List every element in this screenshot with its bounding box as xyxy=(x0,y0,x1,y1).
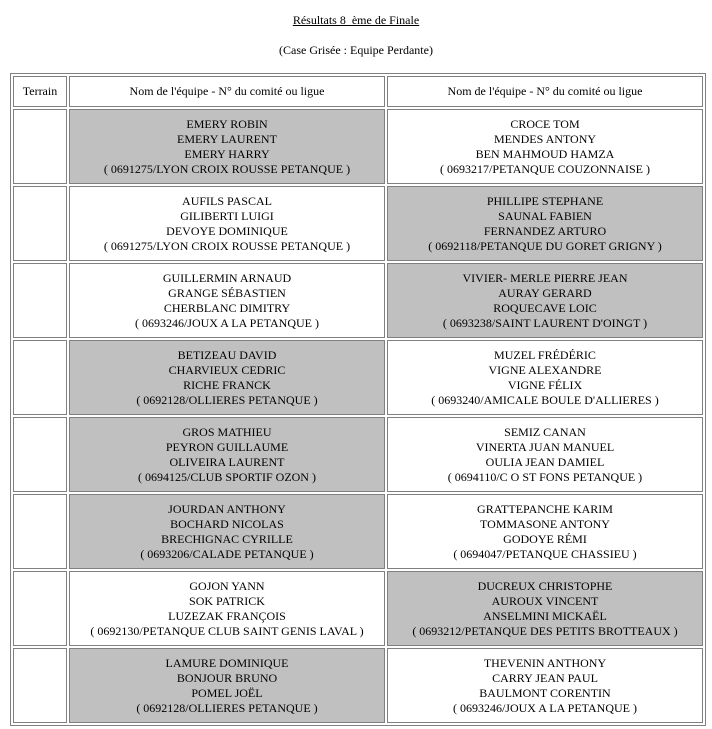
header-team-b: Nom de l'équipe - N° du comité ou ligue xyxy=(387,76,703,107)
club-label: ( 0693246/JOUX A LA PETANQUE ) xyxy=(134,315,320,330)
player-name: VINERTA JUAN MANUEL xyxy=(475,439,615,454)
player-name: BAULMONT CORENTIN xyxy=(479,685,611,700)
match-row xyxy=(13,340,703,415)
player-name: SAUNAL FABIEN xyxy=(498,208,592,223)
match-row xyxy=(13,494,703,569)
team-cell-b xyxy=(387,340,703,415)
player-name: CARRY JEAN PAUL xyxy=(492,670,598,685)
player-name: GRATTEPANCHE KARIM xyxy=(477,501,613,516)
player-name: BRECHIGNAC CYRILLE xyxy=(161,531,293,546)
club-label: ( 0691275/LYON CROIX ROUSSE PETANQUE ) xyxy=(103,161,351,176)
player-name: OLIVEIRA LAURENT xyxy=(169,454,285,469)
team-cell-b xyxy=(387,109,703,184)
team-cell-b xyxy=(387,417,703,492)
terrain-cell xyxy=(13,494,67,569)
team-cell-a xyxy=(69,340,385,415)
team-cell-b xyxy=(387,263,703,338)
page-title: Résultats 8_ème de Finale xyxy=(292,13,420,27)
club-label: ( 0694110/C O ST FONS PETANQUE ) xyxy=(447,469,643,484)
player-name: PEYRON GUILLAUME xyxy=(165,439,289,454)
header-terrain: Terrain xyxy=(13,76,67,107)
player-name: GRANGE SÉBASTIEN xyxy=(168,285,286,300)
player-name: GUILLERMIN ARNAUD xyxy=(162,270,292,285)
team-cell-b xyxy=(387,494,703,569)
club-label: ( 0692130/PETANQUE CLUB SAINT GENIS LAVAL ) xyxy=(90,623,364,638)
match-row xyxy=(13,263,703,338)
club-label: ( 0693238/SAINT LAURENT D'OINGT ) xyxy=(442,315,648,330)
team-cell-a xyxy=(69,494,385,569)
player-name: RICHE FRANCK xyxy=(183,377,271,392)
results-table xyxy=(10,73,706,726)
club-label: ( 0693206/CALADE PETANQUE ) xyxy=(140,546,314,561)
player-name: DEVOYE DOMINIQUE xyxy=(166,223,288,238)
player-name: CHARVIEUX CEDRIC xyxy=(168,362,286,377)
match-row xyxy=(13,109,703,184)
player-name: POMEL JOËL xyxy=(191,685,263,700)
player-name: LAMURE DOMINIQUE xyxy=(165,655,289,670)
match-row xyxy=(13,571,703,646)
player-name: BEN MAHMOUD HAMZA xyxy=(475,146,615,161)
player-name: MUZEL FRÉDÉRIC xyxy=(494,347,596,362)
terrain-cell xyxy=(13,186,67,261)
team-cell-a xyxy=(69,417,385,492)
club-label: ( 0693212/PETANQUE DES PETITS BROTTEAUX ) xyxy=(412,623,678,638)
player-name: GROS MATHIEU xyxy=(182,424,272,439)
club-label: ( 0693217/PETANQUE COUZONNAISE ) xyxy=(439,161,651,176)
player-name: BOCHARD NICOLAS xyxy=(170,516,284,531)
player-name: BONJOUR BRUNO xyxy=(176,670,278,685)
club-label: ( 0692128/OLLIERES PETANQUE ) xyxy=(136,700,318,715)
player-name: FERNANDEZ ARTURO xyxy=(483,223,607,238)
player-name: MENDES ANTONY xyxy=(493,131,597,146)
player-name: JOURDAN ANTHONY xyxy=(168,501,286,516)
page-subtitle: (Case Grisée : Equipe Perdante) xyxy=(279,43,433,57)
club-label: ( 0694125/CLUB SPORTIF OZON ) xyxy=(138,469,316,484)
match-row xyxy=(13,417,703,492)
player-name: LUZEZAK FRANÇOIS xyxy=(168,608,286,623)
player-name: CHERBLANC DIMITRY xyxy=(163,300,291,315)
terrain-cell xyxy=(13,648,67,723)
team-cell-a xyxy=(69,263,385,338)
match-row xyxy=(13,186,703,261)
player-name: ANSELMINI MICKAËL xyxy=(483,608,607,623)
player-name: VIVIER- MERLE PIERRE JEAN xyxy=(462,270,628,285)
team-cell-b xyxy=(387,186,703,261)
player-name: OULIA JEAN DAMIEL xyxy=(485,454,605,469)
terrain-cell xyxy=(13,417,67,492)
club-label: ( 0693240/AMICALE BOULE D'ALLIERES ) xyxy=(431,392,659,407)
player-name: PHILLIPE STEPHANE xyxy=(486,193,604,208)
player-name: SEMIZ CANAN xyxy=(504,424,586,439)
player-name: EMERY HARRY xyxy=(184,146,270,161)
player-name: VIGNE FÉLIX xyxy=(507,377,583,392)
player-name: BETIZEAU DAVID xyxy=(177,347,277,362)
club-label: ( 0693246/JOUX A LA PETANQUE ) xyxy=(452,700,638,715)
club-label: ( 0694047/PETANQUE CHASSIEU ) xyxy=(453,546,637,561)
club-label: ( 0691275/LYON CROIX ROUSSE PETANQUE ) xyxy=(103,238,351,253)
player-name: AURAY GERARD xyxy=(498,285,592,300)
player-name: GILIBERTI LUIGI xyxy=(180,208,274,223)
player-name: SOK PATRICK xyxy=(189,593,265,608)
player-name: DUCREUX CHRISTOPHE xyxy=(477,578,613,593)
team-cell-b xyxy=(387,571,703,646)
club-label: ( 0692128/OLLIERES PETANQUE ) xyxy=(136,392,318,407)
match-row xyxy=(13,648,703,723)
player-name: EMERY LAURENT xyxy=(177,131,277,146)
player-name: TOMMASONE ANTONY xyxy=(480,516,610,531)
header-row xyxy=(13,76,703,107)
terrain-cell xyxy=(13,340,67,415)
player-name: GOJON YANN xyxy=(189,578,265,593)
team-cell-a xyxy=(69,109,385,184)
player-name: CROCE TOM xyxy=(510,116,580,131)
player-name: AUFILS PASCAL xyxy=(182,193,272,208)
team-cell-a xyxy=(69,571,385,646)
terrain-cell xyxy=(13,263,67,338)
terrain-cell xyxy=(13,109,67,184)
player-name: EMERY ROBIN xyxy=(186,116,268,131)
player-name: AUROUX VINCENT xyxy=(491,593,599,608)
team-cell-b xyxy=(387,648,703,723)
header-team-a: Nom de l'équipe - N° du comité ou ligue xyxy=(69,76,385,107)
player-name: THEVENIN ANTHONY xyxy=(483,655,607,670)
player-name: GODOYE RÉMI xyxy=(503,531,587,546)
team-cell-a xyxy=(69,186,385,261)
terrain-cell xyxy=(13,571,67,646)
player-name: VIGNE ALEXANDRE xyxy=(488,362,602,377)
team-cell-a xyxy=(69,648,385,723)
matches-body xyxy=(13,109,703,723)
club-label: ( 0692118/PETANQUE DU GORET GRIGNY ) xyxy=(428,238,662,253)
player-name: ROQUECAVE LOIC xyxy=(493,300,597,315)
